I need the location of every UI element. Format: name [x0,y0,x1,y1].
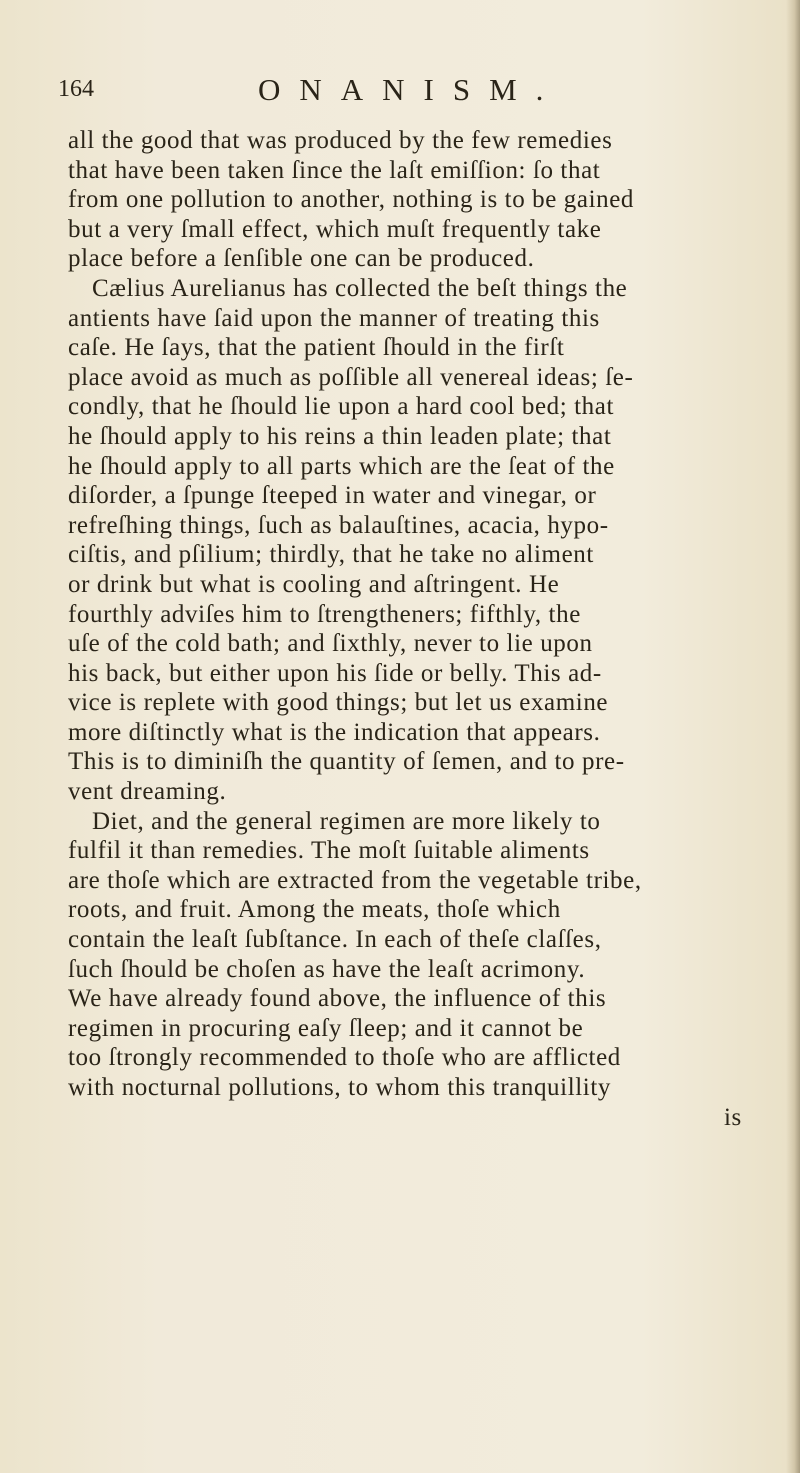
catchword: is [724,1103,742,1131]
page-header [58,72,758,112]
text-line: or drink but what is cooling and aſtringent. He [68,570,560,598]
text-line: Cælius Aurelianus has collected the beſt things the [92,274,628,302]
text-line: ciſtis, and pſilium; thirdly, that he take no aliment [68,541,594,569]
text-line: place before a ſenſible one can be produced. [68,245,535,273]
page-number: 164 [58,76,94,102]
text-line: This is to diminiſh the quantity of ſemen, and to pre- [68,748,625,776]
text-line: fourthly adviſes him to ſtrengtheners; fifthly, the [68,600,581,628]
text-line: place avoid as much as poſſible all venereal ideas; ſe- [68,363,634,391]
text-line: refreſhing things, ſuch as balauſtines, acacia, hypo- [68,511,609,539]
text-line: diſorder, a ſpunge ſteeped in water and vinegar, or [68,482,597,510]
text-line: more diſtinctly what is the indication that appears. [68,718,601,746]
text-line: he ſhould apply to all parts which are the ſeat of the [68,452,615,480]
page-edge-shadow [786,0,800,1473]
text-line: with nocturnal pollutions, to whom this tranquillity [68,1074,611,1101]
text-line: fulfil it than remedies. The moſt ſuitable aliments [68,837,590,865]
text-line: uſe of the cold bath; and ſixthly, never to lie upon [68,630,593,658]
text-line: vice is replete with good things; but let us examine [68,689,609,717]
text-line: We have already found above, the influence of this [68,985,607,1013]
text-line: from one pollution to another, nothing is to be gained [68,186,635,214]
text-line: regimen in procuring eaſy ſleep; and it cannot be [68,1014,584,1042]
text-line: antients have ſaid upon the manner of treating this [68,304,600,332]
text-line: are thoſe which are extracted from the vegetable tribe, [68,866,642,894]
text-line: roots, and fruit. Among the meats, thoſe which [68,896,561,924]
text-line: vent dreaming. [68,778,227,806]
text-line: but a very ſmall effect, which muſt frequently take [68,215,602,243]
text-line: condly, that he ſhould lie upon a hard cool bed; that [68,393,615,421]
text-line: he ſhould apply to his reins a thin leaden plate; that [68,422,612,450]
text-line: Diet, and the general regimen are more likely to [92,807,601,835]
text-line: caſe. He ſays, that the patient ſhould in the firſt [68,334,565,362]
text-line: that have been taken ſince the laſt emiſſion: ſo that [68,156,601,184]
text-line: his back, but either upon his ſide or belly. This ad- [68,659,602,687]
body-text [68,126,758,1132]
text-line: too ſtrongly recommended to thoſe who are afflicted [68,1044,621,1072]
text-line: ſuch ſhould be choſen as have the leaſt acrimony. [68,955,586,983]
text-line: all the good that was produced by the few remedies [68,127,613,154]
running-title: ONANISM. [258,72,563,107]
text-line: contain the leaſt ſubſtance. In each of theſe claſſes, [68,926,602,954]
